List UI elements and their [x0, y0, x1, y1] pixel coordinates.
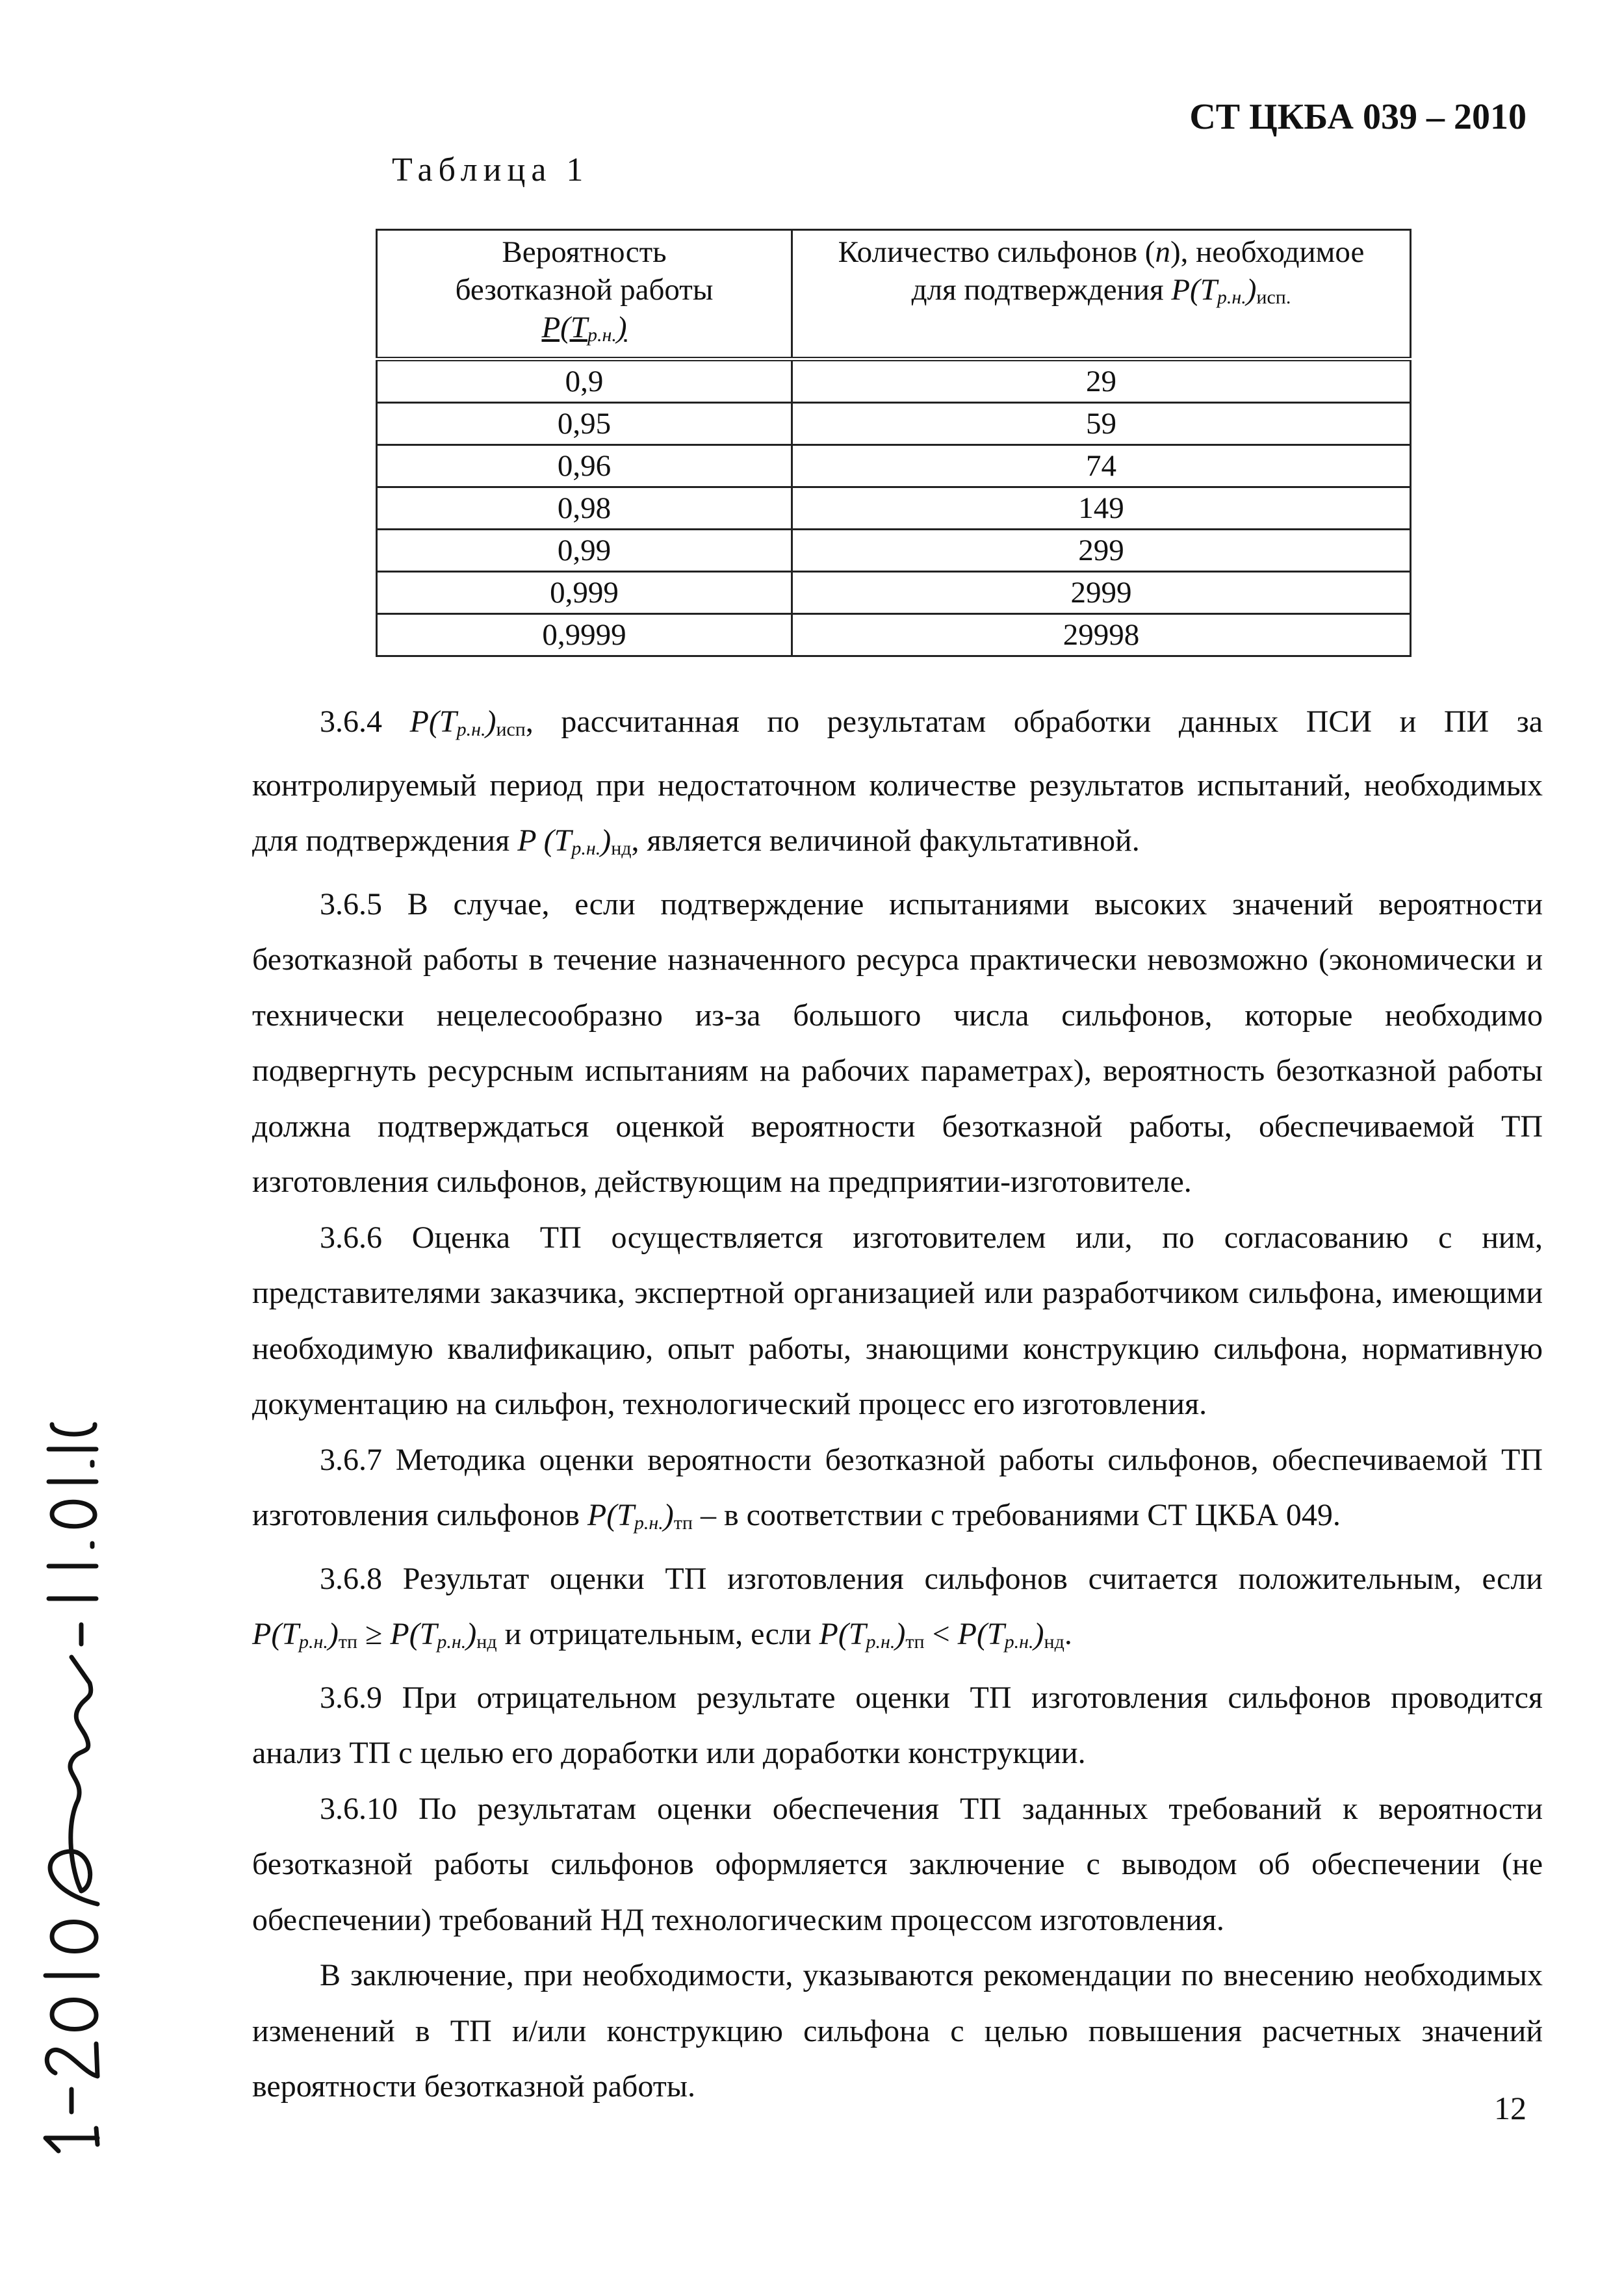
table-row — [377, 359, 1411, 403]
table-caption: Таблица 1 — [392, 151, 589, 188]
probability-cell: 0,98 — [377, 487, 792, 530]
paragraph-3-6-4: 3.6.4 $P(T_{р.н.})исп$, рассчитанная по результатам обработки данных ПСИ и ПИ за контролируемый период при недостаточном количестве результатов испытаний, необходимых для подтверждения P $(T_{р.н.})нд$, является величиной факультативной. — [252, 704, 1543, 859]
probability-cell: 0,96 — [377, 445, 792, 487]
count-cell: 29998 — [792, 614, 1411, 656]
table-header-row — [377, 230, 1411, 359]
paragraph-3-6-9: 3.6.9 При отрицательном результате оценки ТП изготовления сильфонов проводится анализ ТП с целью его доработки или доработки конструкции. — [252, 1680, 1543, 1770]
count-cell: 59 — [792, 403, 1411, 445]
probability-cell: 0,9 — [377, 359, 792, 403]
page-number: 12 — [1494, 2090, 1527, 2126]
paragraph-3-6-10: 3.6.10 По результатам оценки обеспечения ТП заданных требований к вероятности безотказной работы сильфонов оформляется заключение с выводом об обеспечении (не обеспечении) требований НД технологическим процессом изготовления. — [252, 1791, 1543, 1937]
paragraph-3-6-7: 3.6.7 Методика оценки вероятности безотказной работы сильфонов, обеспечиваемой ТП изготовления сильфонов $P(T_{р.н.})тп$ – в соответствии с требованиями СТ ЦКБА 049. — [252, 1442, 1543, 1534]
count-cell: 299 — [792, 530, 1411, 572]
count-cell: 2999 — [792, 572, 1411, 614]
probability-cell: 0,99 — [377, 530, 792, 572]
probability-cell: 0,999 — [377, 572, 792, 614]
handwritten-signature — [19, 1417, 110, 2164]
body-text — [252, 694, 1543, 2115]
probability-table — [376, 229, 1411, 657]
count-cell: 149 — [792, 487, 1411, 530]
count-cell: 29 — [792, 359, 1411, 403]
probability-cell: 0,9999 — [377, 614, 792, 656]
table-row — [377, 614, 1411, 656]
table-row — [377, 572, 1411, 614]
document-code: СТ ЦКБА 039 – 2010 — [1189, 97, 1527, 137]
header-sylphon-count: Количество сильфонов (n), необходимое для подтверждения $P(T_{р.н.})исп$. — [792, 230, 1411, 359]
count-cell: 74 — [792, 445, 1411, 487]
table-row — [377, 530, 1411, 572]
table-body — [377, 359, 1411, 656]
paragraph-3-6-8: 3.6.8 Результат оценки ТП изготовления сильфонов считается положительным, если $P(T_{р.н.})тп \ge P(T_{р.н.})нд$ и отрицательным, если $P(T_{р.н.})тп < P(T_{р.н.})нд$. — [252, 1561, 1543, 1653]
header-probability: Вероятность безотказной работы $P(T_{р.н.})$ — [377, 230, 792, 359]
paragraph-conclusion: В заключение, при необходимости, указываются рекомендации по внесению необходимых изменений в ТП и/или конструкцию сильфона с целью повышения расчетных значений вероятности безотказной работы. — [252, 1958, 1543, 2104]
paragraph-3-6-6: 3.6.6 Оценка ТП осуществляется изготовителем или, по согласованию с ним, представителями заказчика, экспертной организацией или разработчиком сильфона, имеющими необходимую квалификацию, опыт работы, знающими конструкцию сильфона, нормативную документацию на сильфон, технологический процесс его изготовления. — [252, 1220, 1543, 1421]
table-row — [377, 487, 1411, 530]
table-row — [377, 403, 1411, 445]
table-row — [377, 445, 1411, 487]
probability-cell: 0,95 — [377, 403, 792, 445]
paragraph-3-6-5: 3.6.5 В случае, если подтверждение испытаниями высоких значений вероятности безотказной работы в течение назначенного ресурса практически невозможно (экономически и технически нецелесообразно из-за большого числа сильфонов, которые необходимо подвергнуть ресурсным испытаниям на рабочих параметрах), вероятность безотказной работы должна подтверждаться оценкой вероятности безотказной работы, обеспечиваемой ТП изготовления сильфонов, действующим на предприятии-изготовителе. — [252, 886, 1543, 1199]
